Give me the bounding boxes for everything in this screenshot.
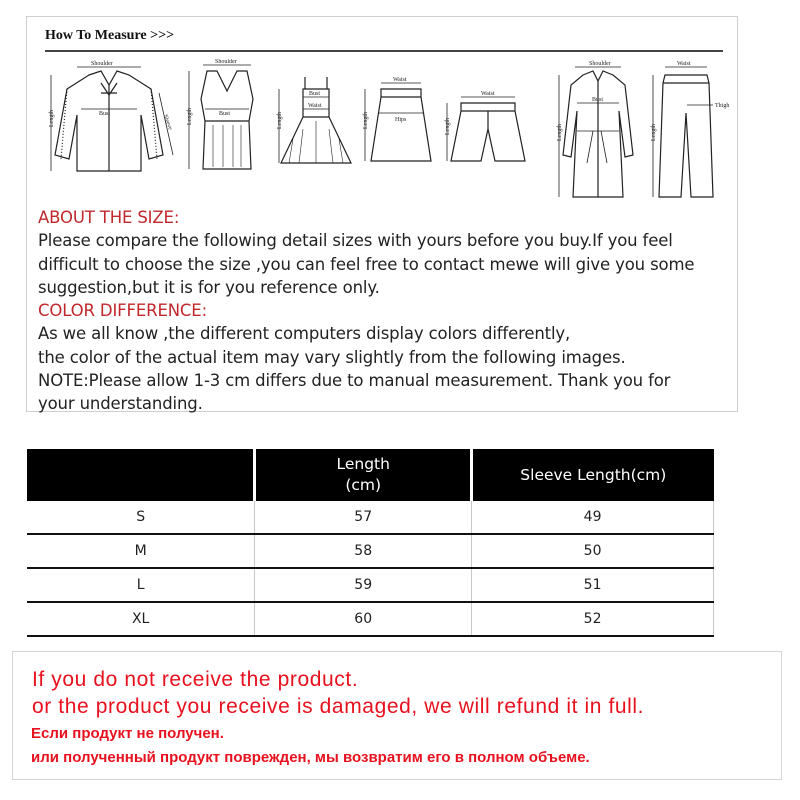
- table-row: [27, 602, 714, 636]
- pants-length-label: Length: [651, 124, 657, 141]
- color-difference-line: your understanding.: [38, 394, 203, 414]
- how-to-measure-panel: [26, 16, 738, 412]
- pants-figure: [643, 59, 731, 209]
- size-cell: M: [27, 534, 255, 568]
- top-bust-label: Bust: [219, 111, 231, 117]
- coat-length-label: Length: [557, 124, 563, 141]
- dress-drawing: [275, 59, 357, 179]
- top-length-label: Length: [187, 108, 193, 125]
- length-header-text: Length (cm): [336, 455, 390, 494]
- pants-drawing: [643, 59, 731, 209]
- blouse-length-label: Length: [49, 110, 55, 127]
- top-drawing: [179, 59, 275, 179]
- size-chart-table: [27, 449, 714, 637]
- top-figure: [179, 59, 275, 179]
- pants-thigh-label: Thigh: [715, 103, 730, 109]
- table-row: [27, 568, 714, 602]
- about-size-line: Please compare the following detail sizes with yours before you buy.If you feel: [38, 231, 673, 251]
- coat-bust-label: Bust: [592, 97, 604, 103]
- size-table-header: [27, 449, 714, 501]
- dress-waist-label: Waist: [308, 103, 322, 109]
- how-to-measure-title: How To Measure >>>: [45, 28, 175, 43]
- skirt-figure: [359, 59, 439, 179]
- table-row: [27, 501, 714, 534]
- refund-notice-en-line1: If you do not receive the product.: [32, 668, 359, 691]
- coat-shoulder-label: Shoulder: [589, 61, 611, 67]
- length-cell: 60: [255, 602, 472, 636]
- about-size-line: suggestion,but it is for you reference only.: [38, 277, 380, 297]
- blouse-drawing: [41, 59, 181, 179]
- pants-waist-label: Waist: [677, 61, 691, 67]
- coat-drawing: [553, 59, 643, 209]
- color-difference-line: NOTE:Please allow 1-3 cm differs due to manual measurement. Thank you for: [38, 371, 671, 391]
- shorts-length-label: Length: [445, 118, 451, 135]
- sleeve-length-cell: 51: [472, 568, 714, 602]
- size-cell: XL: [27, 602, 255, 636]
- blouse-shoulder-label: Shoulder: [91, 61, 113, 67]
- refund-notice-en-line2: or the product you receive is damaged, we will refund it in full.: [32, 695, 645, 718]
- size-cell: S: [27, 501, 255, 534]
- shorts-waist-label: Waist: [481, 91, 495, 97]
- about-size-heading: ABOUT THE SIZE:: [38, 208, 180, 227]
- blouse-sleeve-label: Sleeve: [161, 113, 173, 131]
- color-difference-line: the color of the actual item may vary slightly from the following images.: [38, 347, 626, 367]
- shorts-drawing: [443, 59, 531, 179]
- shorts-figure: [443, 59, 531, 179]
- length-cell: 58: [255, 534, 472, 568]
- length-cell: 57: [255, 501, 472, 534]
- skirt-drawing: [359, 59, 439, 179]
- blouse-figure: [41, 59, 181, 179]
- measurement-figures: [41, 59, 731, 217]
- size-column-header: [27, 449, 255, 501]
- title-divider: [45, 50, 723, 52]
- color-difference-heading: COLOR DIFFERENCE:: [38, 301, 207, 321]
- skirt-length-label: Length: [363, 112, 369, 129]
- refund-notice-ru-line1: Если продукт не получен.: [31, 725, 224, 742]
- skirt-waist-label: Waist: [393, 77, 407, 83]
- sleeve-length-cell: 50: [472, 534, 714, 568]
- coat-figure: [553, 59, 643, 209]
- sleeve-length-column-header: Sleeve Length(cm): [472, 449, 714, 501]
- top-shoulder-label: Shoulder: [215, 59, 237, 65]
- sleeve-length-cell: 49: [472, 501, 714, 534]
- color-difference-line: As we all know ,the different computers display colors differently,: [38, 324, 571, 344]
- length-cell: 59: [255, 568, 472, 602]
- about-size-line: difficult to choose the size ,you can feel free to contact mewe will give you some: [38, 254, 695, 274]
- dress-figure: [275, 59, 357, 179]
- dress-length-label: Length: [277, 112, 283, 129]
- sleeve-length-cell: 52: [472, 602, 714, 636]
- refund-notice-ru-line2: или полученный продукт поврежден, мы возвратим его в полном объеме.: [31, 749, 590, 766]
- size-cell: L: [27, 568, 255, 602]
- skirt-hips-label: Hips: [395, 117, 407, 123]
- dress-bust-label: Bust: [309, 91, 321, 97]
- blouse-bust-label: Bust: [99, 111, 111, 117]
- refund-notice: [12, 651, 782, 780]
- size-info-text: [38, 206, 728, 416]
- length-column-header: [255, 449, 472, 501]
- table-row: [27, 534, 714, 568]
